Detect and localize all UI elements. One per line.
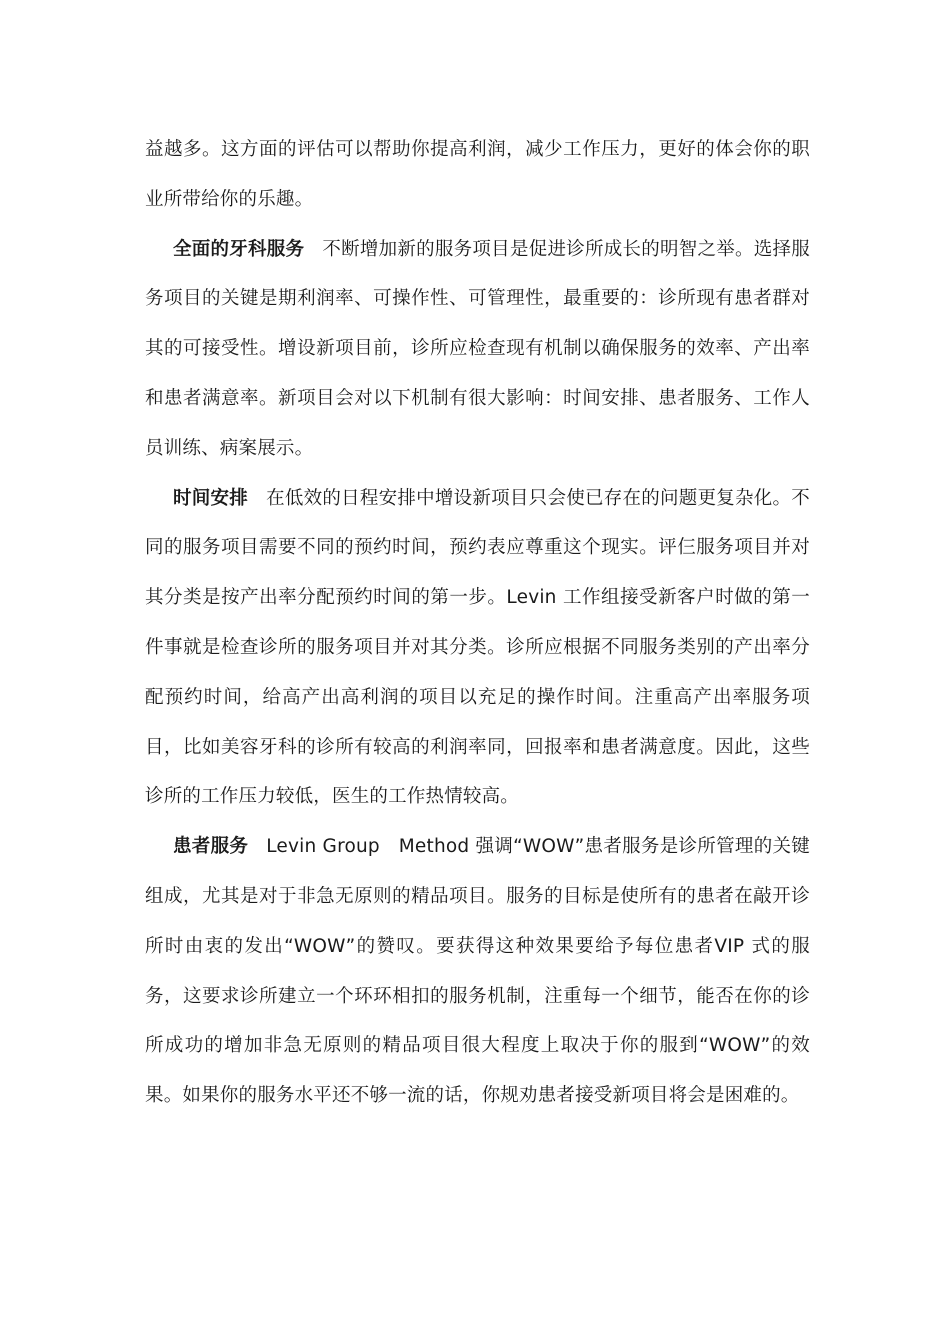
- paragraph-heading: 患者服务: [173, 836, 249, 858]
- paragraph-continuation: [145, 125, 810, 225]
- paragraph-heading: 时间安排: [173, 487, 249, 509]
- paragraph-heading: 全面的牙科服务: [173, 238, 305, 260]
- paragraph-text: 在低效的日程安排中增设新项目只会使已存在的问题更复杂化。不同的服务项目需要不同的预约时间，预约表应尊重这个现实。评仨服务项目并对其分类是按产出率分配预约时间的第一步。Levin 工作组接受新客户时做的第一件事就是检查诊所的服务项目并对其分类。诊所应根据不同服务类别的产出率分配预约时间，给高产出高利润的项目以充足的操作时间。注重高产出率服务项目，比如美容牙科的诊所有较高的利润率同，回报率和患者满意度。因此，这些诊所的工作压力较低，医生的工作热情较高。: [145, 487, 810, 808]
- paragraph-text: 益越多。这方面的评估可以帮助你提高利润，减少工作压力，更好的体会你的职业所带给你的乐趣。: [145, 139, 810, 210]
- paragraph-scheduling: [145, 474, 810, 823]
- paragraph-dental-services: [145, 225, 810, 474]
- document-body: [145, 125, 810, 1121]
- paragraph-patient-service: [145, 822, 810, 1121]
- paragraph-text: Levin Group Method 强调“WOW”患者服务是诊所管理的关键组成，尤其是对于非急无原则的精品项目。服务的目标是使所有的患者在敲开诊所时由衷的发出“WOW”的赞叹。要获得这种效果要给予每位患者VIP 式的服务，这要求诊所建立一个环环相扣的服务机制，注重每一个细节，能否在你的诊所成功的增加非急无原则的精品项目很大程度上取决于你的服到“WOW”的效果。如果你的服务水平还不够一流的话，你规劝患者接受新项目将会是困难的。: [145, 836, 810, 1107]
- paragraph-text: 不断增加新的服务项目是促进诊所成长的明智之举。选择服务项目的关键是期利润率、可操作性、可管理性，最重要的：诊所现有患者群对其的可接受性。增设新项目前，诊所应检查现有机制以确保服务的效率、产出率和患者满意率。新项目会对以下机制有很大影响：时间安排、患者服务、工作人员训练、病案展示。: [145, 238, 811, 459]
